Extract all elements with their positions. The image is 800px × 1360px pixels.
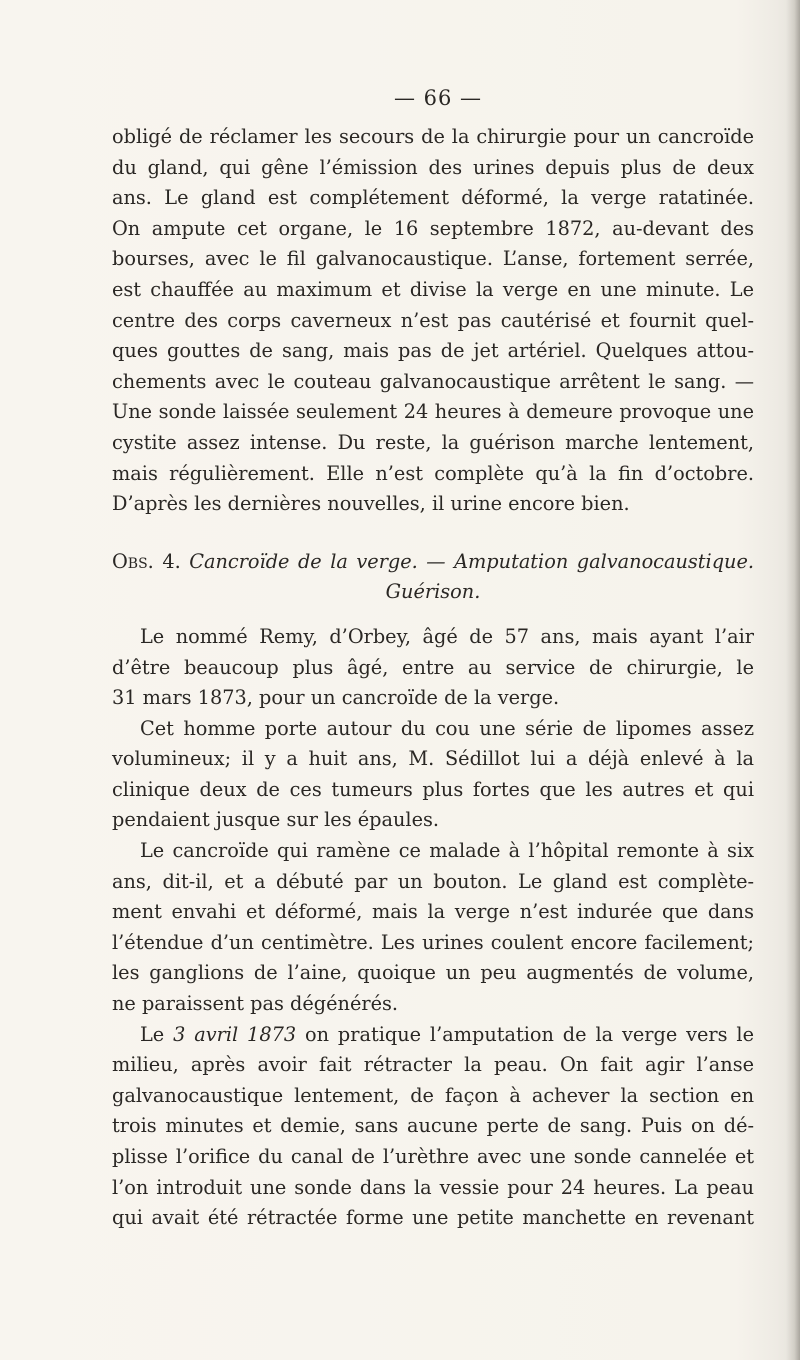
paragraph-continuation bbox=[112, 122, 754, 520]
observation-heading bbox=[112, 547, 754, 608]
observation-label: Obs. 4. bbox=[112, 549, 181, 573]
text-line: cystite assez intense. Du reste, la guérison marche lentement, bbox=[112, 430, 754, 454]
text-line: qui avait été rétractée forme une petite manchette en revenant bbox=[112, 1206, 754, 1230]
text-fragment: Le bbox=[140, 1022, 174, 1046]
text-line bbox=[112, 1020, 754, 1051]
text-line: pendaient jusque sur les épaules. bbox=[112, 808, 439, 832]
text-line: Le nommé Remy, d’Orbey, âgé de 57 ans, mais ayant l’air bbox=[140, 624, 754, 648]
text-line: ans, dit-il, et a débuté par un bouton. Le gland est complète- bbox=[112, 869, 754, 893]
text-line: D’après les dernières nouvelles, il urine encore bien. bbox=[112, 492, 630, 516]
paragraph-lipomes bbox=[112, 714, 754, 836]
text-line: est chauffée au maximum et divise la verge en une minute. Le bbox=[112, 277, 754, 301]
text-line: On ampute cet organe, le 16 septembre 1872, au-devant des bbox=[112, 216, 754, 240]
page-number: — 66 — bbox=[393, 86, 483, 110]
text-line: du gland, qui gêne l’émission des urines depuis plus de deux bbox=[112, 155, 754, 179]
text-line: mais régulièrement. Elle n’est complète qu’à la fin d’octobre. bbox=[112, 461, 754, 485]
text-line: milieu, après avoir fait rétracter la peau. On fait agir l’anse bbox=[112, 1053, 754, 1077]
text-line: galvanocaustique lentement, de façon à achever la section en bbox=[112, 1083, 754, 1107]
observation-title-line bbox=[112, 547, 754, 578]
text-line: trois minutes et demie, sans aucune perte de sang. Puis on dé- bbox=[112, 1114, 754, 1138]
paragraph-amputation bbox=[112, 1020, 754, 1234]
text-line: Cet homme porte autour du cou une série de lipomes assez bbox=[140, 716, 754, 740]
text-line: les ganglions de l’aine, quoique un peu augmentés de volume, bbox=[112, 961, 754, 985]
text-line: Le cancroïde qui ramène ce malade à l’hôpital remonte à six bbox=[140, 839, 754, 863]
text-line: plisse l’orifice du canal de l’urèthre avec une sonde cannelée et bbox=[112, 1145, 754, 1168]
text-line: obligé de réclamer les secours de la chirurgie pour un cancroïde bbox=[112, 125, 754, 148]
text-line: centre des corps caverneux n’est pas cautérisé et fournit quel- bbox=[112, 308, 754, 332]
observation-title: Cancroïde de la verge. — Amputation galvanocaustique. bbox=[189, 549, 754, 573]
text-line: Une sonde laissée seulement 24 heures à demeure provoque une bbox=[112, 400, 754, 424]
paragraph-patient bbox=[112, 622, 754, 714]
page-text bbox=[112, 86, 754, 1234]
text-line: clinique deux de ces tumeurs plus fortes que les autres et qui bbox=[112, 777, 754, 801]
observation-subtitle-line bbox=[112, 577, 754, 608]
observation-subtitle: Guérison. bbox=[385, 580, 481, 604]
page-edge-shadow bbox=[786, 0, 800, 1360]
text-line: chements avec le couteau galvanocaustique arrêtent le sang. — bbox=[112, 369, 754, 393]
text-line: l’étendue d’un centimètre. Les urines coulent encore facilement; bbox=[112, 930, 754, 954]
paragraph-cancroide bbox=[112, 836, 754, 1020]
text-line: bourses, avec le fil galvanocaustique. L’anse, fortement serrée, bbox=[112, 247, 754, 271]
text-line: ques gouttes de sang, mais pas de jet artériel. Quelques attou- bbox=[112, 339, 754, 363]
text-fragment: on pratique l’amputation de la verge vers le bbox=[296, 1022, 754, 1046]
text-line: ment envahi et déformé, mais la verge n’est indurée que dans bbox=[112, 900, 754, 924]
text-line: ne paraissent pas dégénérés. bbox=[112, 992, 399, 1016]
text-line: 31 mars 1873, pour un cancroïde de la verge. bbox=[112, 686, 560, 710]
text-line: ans. Le gland est complétement déformé, la verge ratatinée. bbox=[112, 186, 754, 210]
text-line: volumineux; il y a huit ans, M. Sédillot lui a déjà enlevé à la bbox=[112, 747, 754, 771]
text-line: d’être beaucoup plus âgé, entre au service de chirurgie, le bbox=[112, 655, 754, 679]
operation-date: 3 avril 1873 bbox=[173, 1022, 297, 1046]
text-line: l’on introduit une sonde dans la vessie pour 24 heures. La peau bbox=[112, 1175, 754, 1199]
